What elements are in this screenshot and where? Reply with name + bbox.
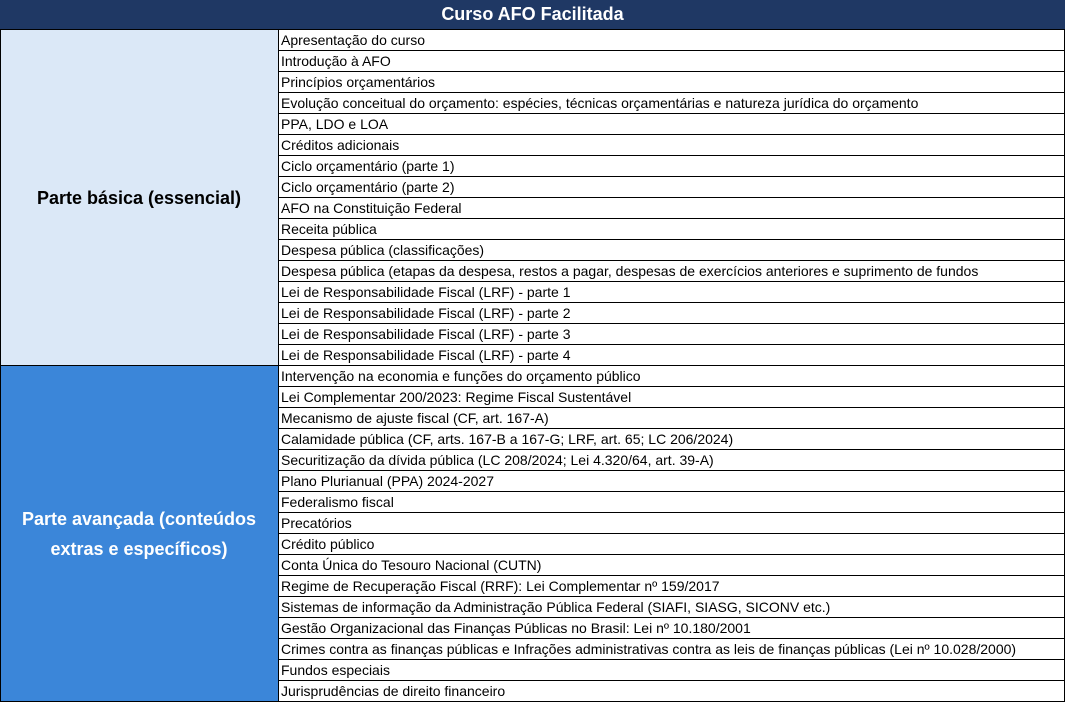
section-label-basic[interactable]: Parte básica (essencial) xyxy=(0,30,279,366)
table-row[interactable]: Princípios orçamentários xyxy=(279,72,1065,93)
table-border-bottom xyxy=(0,701,1065,702)
table-row[interactable]: Ciclo orçamentário (parte 1) xyxy=(279,156,1065,177)
table-title[interactable]: Curso AFO Facilitada xyxy=(0,0,1065,30)
table-row[interactable]: Mecanismo de ajuste fiscal (CF, art. 167-A) xyxy=(279,408,1065,429)
table-row[interactable]: Apresentação do curso xyxy=(279,30,1065,51)
table-row[interactable]: Jurisprudências de direito financeiro xyxy=(279,681,1065,702)
table-border-left xyxy=(0,30,1,702)
table-row[interactable]: Sistemas de informação da Administração Pública Federal (SIAFI, SIASG, SICONV etc.) xyxy=(279,597,1065,618)
advanced-topic-list xyxy=(279,366,1065,702)
table-row[interactable]: AFO na Constituição Federal xyxy=(279,198,1065,219)
table-row[interactable]: Crédito público xyxy=(279,534,1065,555)
table-row[interactable]: Lei de Responsabilidade Fiscal (LRF) - parte 4 xyxy=(279,345,1065,366)
table-row[interactable]: Lei de Responsabilidade Fiscal (LRF) - parte 2 xyxy=(279,303,1065,324)
table-row[interactable]: PPA, LDO e LOA xyxy=(279,114,1065,135)
table-row[interactable]: Calamidade pública (CF, arts. 167-B a 167-G; LRF, art. 65; LC 206/2024) xyxy=(279,429,1065,450)
table-row[interactable]: Federalismo fiscal xyxy=(279,492,1065,513)
section-label-advanced[interactable]: Parte avançada (conteúdos extras e específicos) xyxy=(0,366,279,702)
table-row[interactable]: Intervenção na economia e funções do orçamento público xyxy=(279,366,1065,387)
table-row[interactable]: Lei de Responsabilidade Fiscal (LRF) - parte 3 xyxy=(279,324,1065,345)
table-row[interactable]: Lei Complementar 200/2023: Regime Fiscal Sustentável xyxy=(279,387,1065,408)
table-row[interactable]: Evolução conceitual do orçamento: espécies, técnicas orçamentárias e natureza jurídica do orçamento xyxy=(279,93,1065,114)
table-row[interactable]: Conta Única do Tesouro Nacional (CUTN) xyxy=(279,555,1065,576)
table-row[interactable]: Precatórios xyxy=(279,513,1065,534)
table-row[interactable]: Plano Plurianual (PPA) 2024-2027 xyxy=(279,471,1065,492)
table-row[interactable]: Gestão Organizacional das Finanças Públicas no Brasil: Lei nº 10.180/2001 xyxy=(279,618,1065,639)
table-row[interactable]: Despesa pública (classificações) xyxy=(279,240,1065,261)
table-row[interactable]: Receita pública xyxy=(279,219,1065,240)
basic-topic-list xyxy=(279,30,1065,366)
table-row[interactable]: Securitização da dívida pública (LC 208/2024; Lei 4.320/64, art. 39-A) xyxy=(279,450,1065,471)
table-row[interactable]: Créditos adicionais xyxy=(279,135,1065,156)
table-row[interactable]: Lei de Responsabilidade Fiscal (LRF) - parte 1 xyxy=(279,282,1065,303)
table-row[interactable]: Introdução à AFO xyxy=(279,51,1065,72)
table-row[interactable]: Crimes contra as finanças públicas e Infrações administrativas contra as leis de finanças públicas (Lei nº 10.028/2000) xyxy=(279,639,1065,660)
table-row[interactable]: Regime de Recuperação Fiscal (RRF): Lei Complementar nº 159/2017 xyxy=(279,576,1065,597)
table-row[interactable]: Ciclo orçamentário (parte 2) xyxy=(279,177,1065,198)
table-row[interactable]: Fundos especiais xyxy=(279,660,1065,681)
table-row[interactable]: Despesa pública (etapas da despesa, restos a pagar, despesas de exercícios anteriores e suprimento de fundos xyxy=(279,261,1065,282)
